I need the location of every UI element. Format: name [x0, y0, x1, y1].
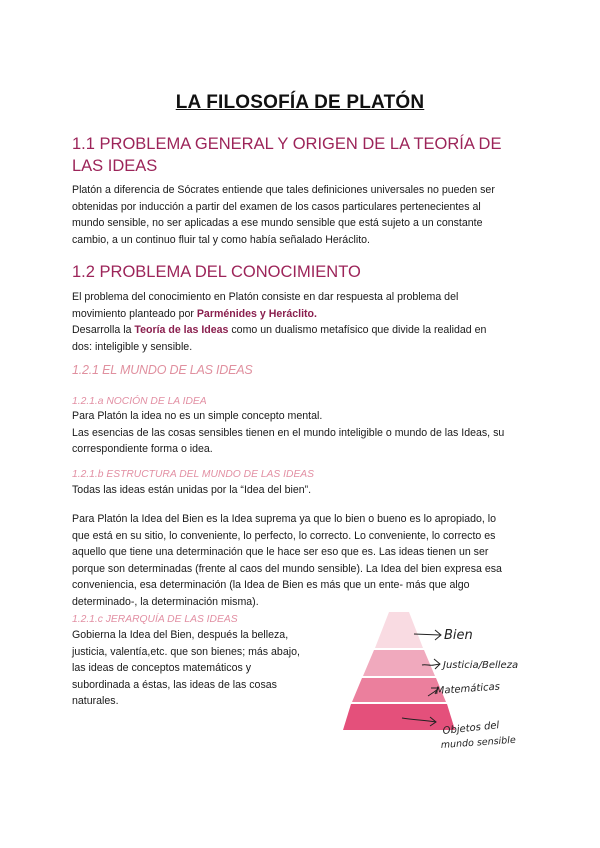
pyramid-level-objetos — [343, 704, 455, 730]
text-line: porque son determinadas (frente al caos del mundo sensible). La Idea del bien expresa esa — [72, 562, 502, 575]
section-1-2-1-a-heading: 1.2.1.a NOCIÓN DE LA IDEA — [72, 396, 207, 407]
label-objetos: Objetos del — [442, 720, 500, 737]
section-1-2-1-c-paragraph — [72, 627, 322, 710]
pyramid-level-bien — [375, 612, 423, 648]
section-1-2-1-b-heading: 1.2.1.b ESTRUCTURA DEL MUNDO DE LAS IDEAS — [72, 469, 315, 480]
section-1-2-1-heading: 1.2.1 EL MUNDO DE LAS IDEAS — [72, 363, 253, 377]
section-1-1-paragraph — [72, 182, 532, 248]
text-line: subordinada a éstas, las ideas de las cosas — [72, 678, 277, 691]
text-line: aquello que tiene una determinación que le hace ser eso que es. Las ideas tienen un ser — [72, 546, 489, 558]
text-line: conveniencia, esa determinación (la Idea de Bien es más que un ente- más que algo — [72, 579, 470, 591]
section-1-2-1-b-line: Todas las ideas están unidas por la “Idea del bien”. — [72, 484, 312, 496]
text-line: Gobierna la Idea del Bien, después la belleza, — [72, 629, 289, 641]
text-line: dos: inteligible y sensible. — [72, 340, 193, 353]
label-matematicas: Matemáticas — [435, 681, 501, 697]
section-1-1-heading — [72, 133, 542, 177]
text-span: como un dualismo metafísico que divide la realidad en — [228, 324, 487, 336]
ideas-hierarchy-pyramid — [330, 612, 560, 762]
text-line: mundo sensible, no ser aplicadas a ese mundo sensible que está sujeto a un constante — [72, 217, 483, 229]
text-line: Para Platón la idea no es un simple concepto mental. — [72, 410, 323, 422]
heading-line: LAS IDEAS — [72, 157, 158, 175]
text-line: obtenidas por inducción a partir del examen de los casos particulares pertenecientes al — [72, 200, 481, 213]
arrow-bien — [414, 634, 440, 635]
text-span: movimiento planteado por — [72, 307, 197, 320]
text-line: cambio, a un continuo fluir tal y como había señalado Heráclito. — [72, 233, 370, 246]
section-1-2-1-c-heading: 1.2.1.c JERARQUÍA DE LAS IDEAS — [72, 614, 238, 625]
heading-line: 1.1 PROBLEMA GENERAL Y ORIGEN DE LA TEORÍA DE — [72, 135, 502, 153]
page-title: LA FILOSOFÍA DE PLATÓN — [175, 92, 425, 113]
label-mundo-sensible: mundo sensible — [440, 734, 517, 751]
text-line: Platón a diferencia de Sócrates entiende que tales definiciones universales no pueden ser — [72, 184, 495, 196]
section-1-2-paragraph — [72, 289, 532, 355]
label-justicia: Justicia/Belleza — [443, 660, 519, 671]
section-1-2-1-a-paragraph — [72, 408, 532, 458]
text-line: Las esencias de las cosas sensibles tienen en el mundo inteligible o mundo de las Ideas, su — [72, 426, 505, 439]
text-line: naturales. — [72, 695, 119, 707]
label-bien: Bien — [444, 628, 473, 643]
bold-term: Teoría de las Ideas — [134, 324, 229, 336]
text-line: El problema del conocimiento en Platón consiste en dar respuesta al problema del — [72, 291, 459, 303]
text-span: Desarrolla la — [72, 324, 135, 336]
section-1-2-1-b-paragraph — [72, 511, 532, 610]
section-1-2-heading: 1.2 PROBLEMA DEL CONOCIMIENTO — [72, 263, 361, 281]
text-line — [72, 322, 532, 339]
text-line: correspondiente forma o idea. — [72, 443, 213, 455]
text-line: que está en su sitio, lo conveniente, lo perfecto, lo correcto. Lo conveniente, lo correcto es — [72, 529, 496, 542]
text-line: las ideas de conceptos matemáticos y — [72, 662, 252, 674]
text-line: Para Platón la Idea del Bien es la Idea suprema ya que lo bien o bueno es lo apropiado, lo — [72, 513, 497, 525]
text-line: determinado-, la determinación misma). — [72, 595, 259, 608]
pyramid-level-matematicas — [352, 678, 446, 702]
text-line: justicia, valentía,etc. que son bienes; más abajo, — [72, 645, 300, 658]
bold-term: Parménides y Heráclito. — [196, 307, 317, 320]
pyramid-level-justicia — [363, 650, 435, 676]
text-line — [72, 306, 532, 323]
